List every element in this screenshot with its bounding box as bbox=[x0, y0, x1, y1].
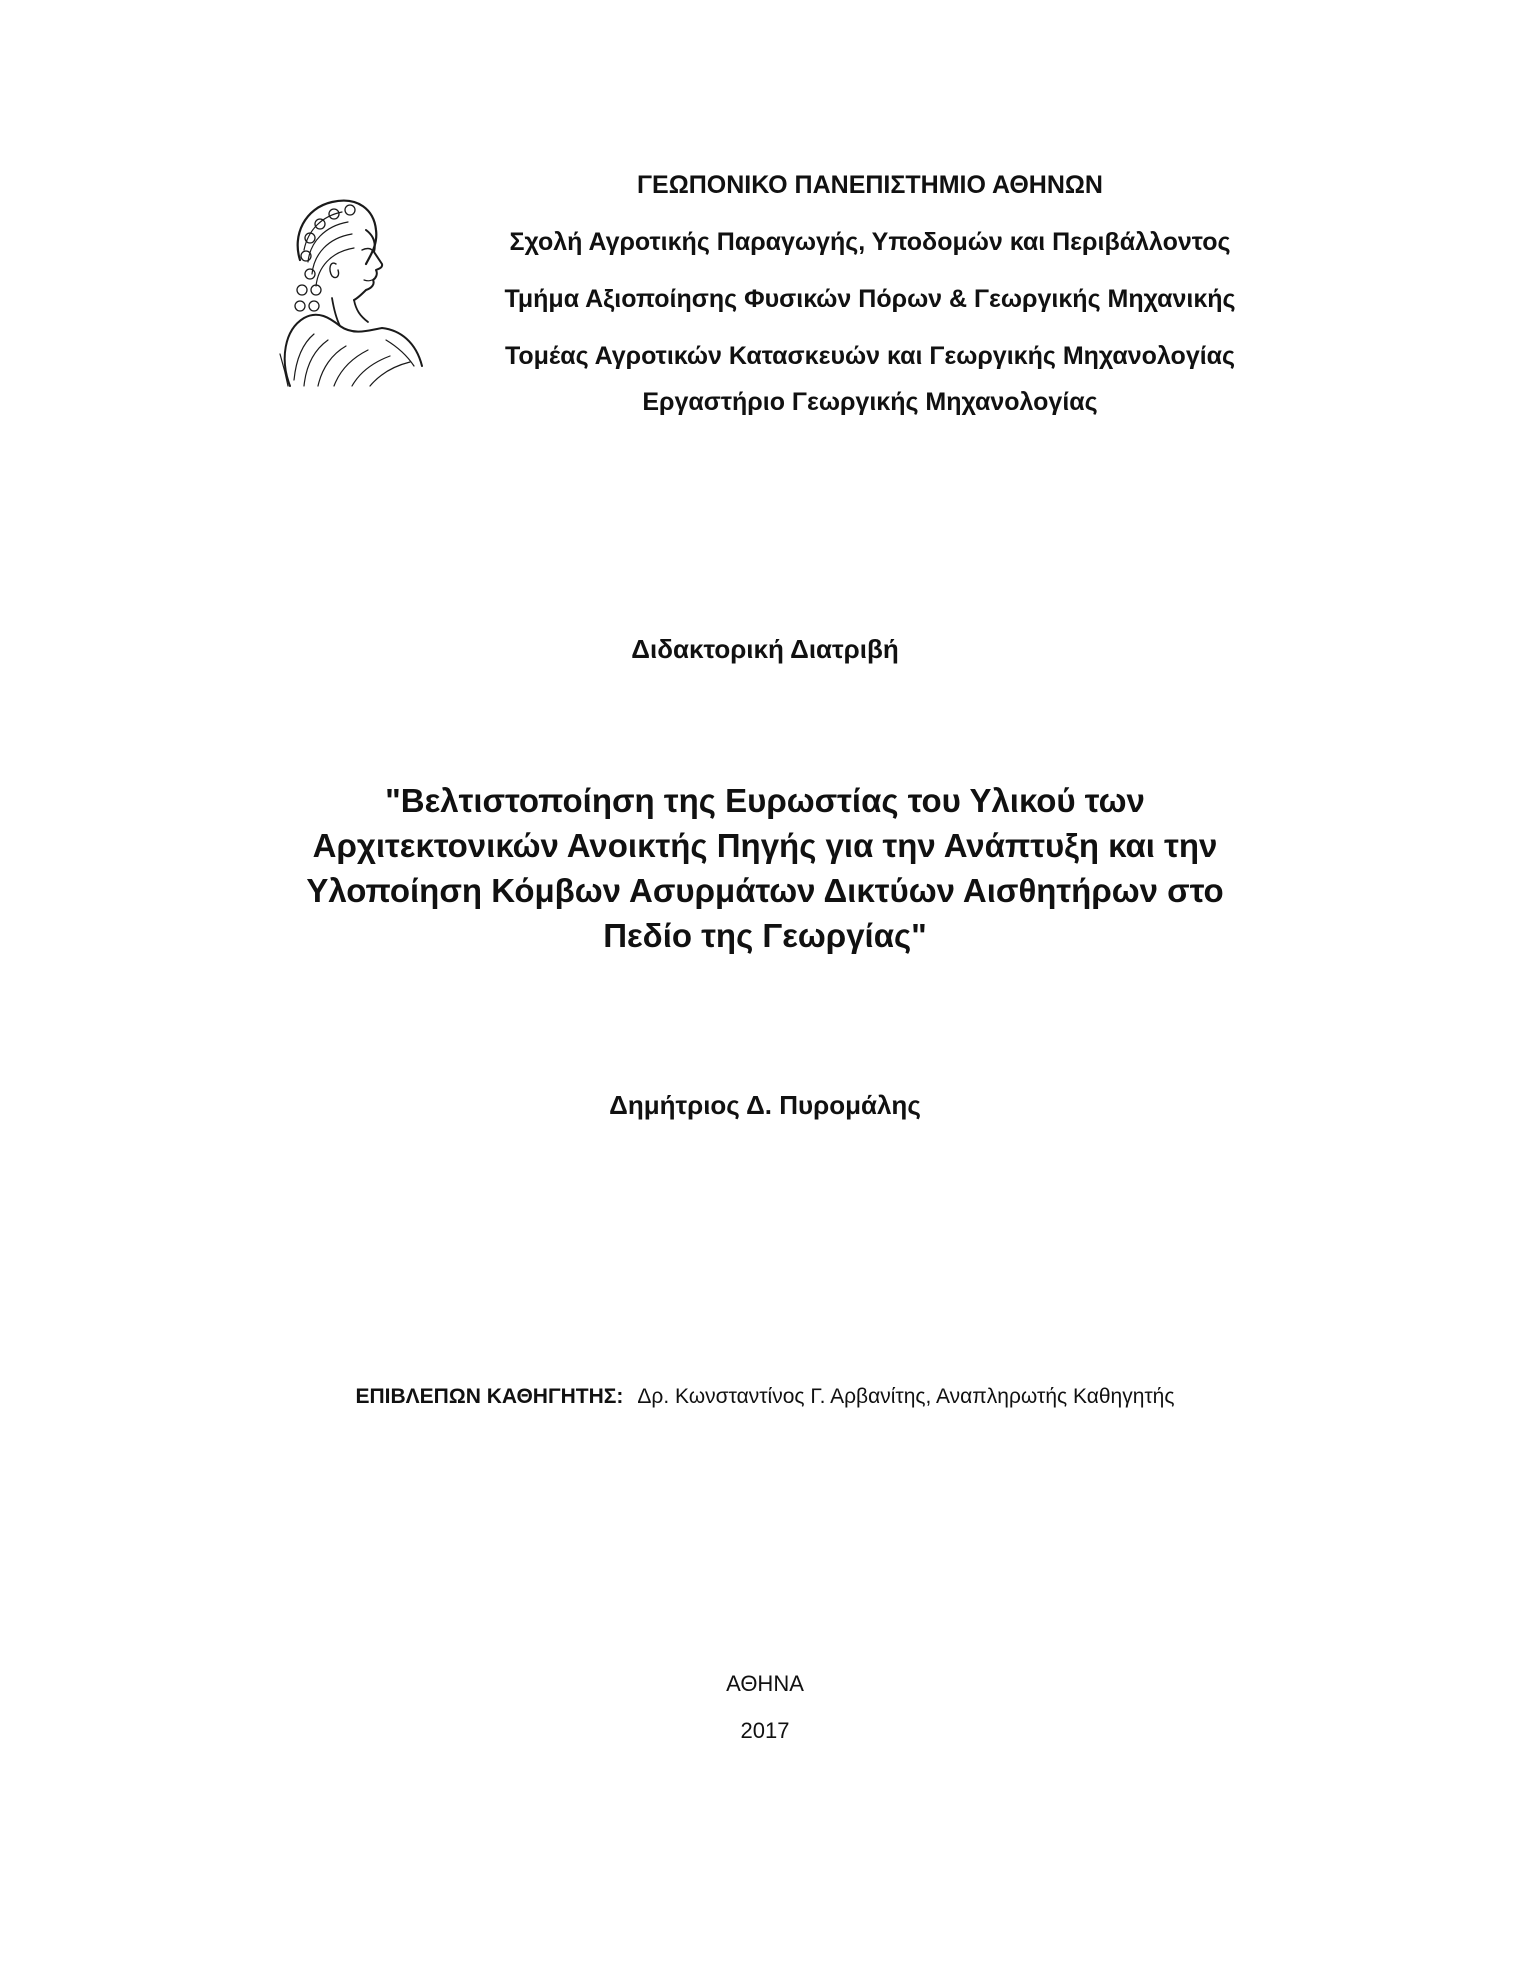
department-name: Τμήμα Αξιοποίησης Φυσικών Πόρων & Γεωργικής Μηχανικής bbox=[504, 285, 1236, 313]
thesis-title bbox=[200, 778, 1330, 958]
city: ΑΘΗΝΑ bbox=[726, 1671, 804, 1696]
year: 2017 bbox=[740, 1718, 790, 1743]
thesis-title-line: Πεδίο της Γεωργίας" bbox=[603, 917, 927, 954]
supervisor-line bbox=[0, 1383, 1530, 1411]
thesis-title-line: Αρχιτεκτονικών Ανοικτής Πηγής για την Ανάπτυξη και την bbox=[312, 827, 1218, 864]
school-name: Σχολή Αγροτικής Παραγωγής, Υποδομών και Περιβάλλοντος bbox=[509, 228, 1231, 256]
supervisor-label: ΕΠΙΒΛΕΠΩΝ ΚΑΘΗΓΗΤΗΣ: bbox=[355, 1385, 624, 1408]
supervisor-name: Δρ. Κωνσταντίνος Γ. Αρβανίτης, Αναπληρωτής Καθηγητής bbox=[637, 1385, 1175, 1408]
university-name: ΓΕΩΠΟΝΙΚΟ ΠΑΝΕΠΙΣΤΗΜΙΟ ΑΘΗΝΩΝ bbox=[637, 171, 1103, 199]
document-type: Διδακτορική Διατριβή bbox=[631, 634, 899, 664]
thesis-title-line: "Βελτιστοποίηση της Ευρωστίας του Υλικού των bbox=[385, 782, 1145, 819]
sector-name: Τομέας Αγροτικών Κατασκευών και Γεωργικής Μηχανολογίας bbox=[504, 342, 1236, 370]
laboratory-name: Εργαστήριο Γεωργικής Μηχανολογίας bbox=[642, 388, 1098, 416]
thesis-title-line: Υλοποίηση Κόμβων Ασυρμάτων Δικτύων Αισθητήρων στο bbox=[306, 872, 1224, 909]
author-name: Δημήτριος Δ. Πυρομάλης bbox=[609, 1090, 921, 1120]
institution-header bbox=[460, 168, 1280, 417]
bust-engraving-icon bbox=[270, 190, 430, 390]
university-logo bbox=[270, 190, 430, 390]
